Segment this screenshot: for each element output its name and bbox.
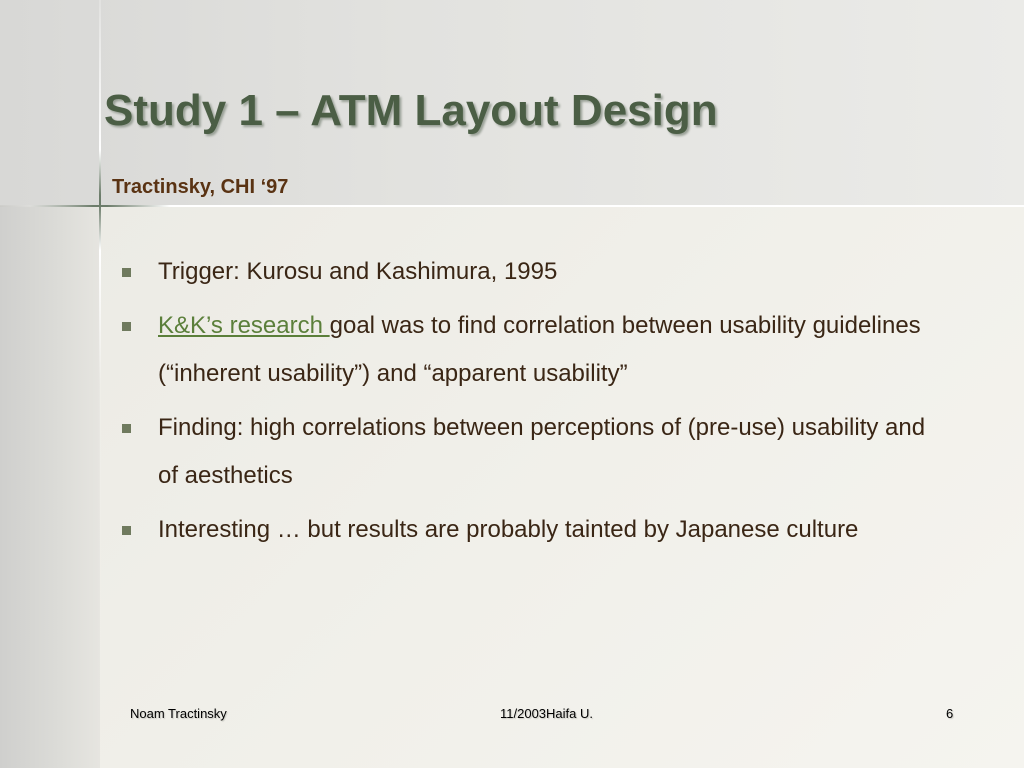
crosshair-vertical-accent <box>99 150 101 250</box>
footer-page-number: 6 <box>946 706 954 721</box>
slide-title: Study 1 – ATM Layout Design <box>104 86 718 135</box>
bullet-text: Finding: high correlations between perceptions of (pre-use) usability and of aesthetics <box>158 414 926 489</box>
bullet-item <box>118 248 938 296</box>
vertical-divider <box>99 0 101 768</box>
bullet-text: Trigger: Kurosu and Kashimura, 1995 <box>158 258 558 285</box>
bullet-text: goal was to find correlation between usability guidelines (“inherent usability”) and “apparent usability” <box>158 312 921 387</box>
bullet-item <box>118 302 938 398</box>
research-link[interactable]: K&K’s research <box>158 312 330 339</box>
square-bullet-icon <box>122 322 131 331</box>
bullet-item <box>118 404 938 500</box>
footer-author: Noam Tractinsky <box>130 706 227 721</box>
square-bullet-icon <box>122 268 131 277</box>
square-bullet-icon <box>122 526 131 535</box>
bullet-text: Interesting … but results are probably tainted by Japanese culture <box>158 516 859 543</box>
bullet-item <box>118 506 938 554</box>
footer-date-place: 11/2003Haifa U. <box>500 706 593 721</box>
square-bullet-icon <box>122 424 131 433</box>
bullet-list <box>118 248 938 560</box>
slide-subtitle: Tractinsky, CHI ‘97 <box>112 176 289 198</box>
